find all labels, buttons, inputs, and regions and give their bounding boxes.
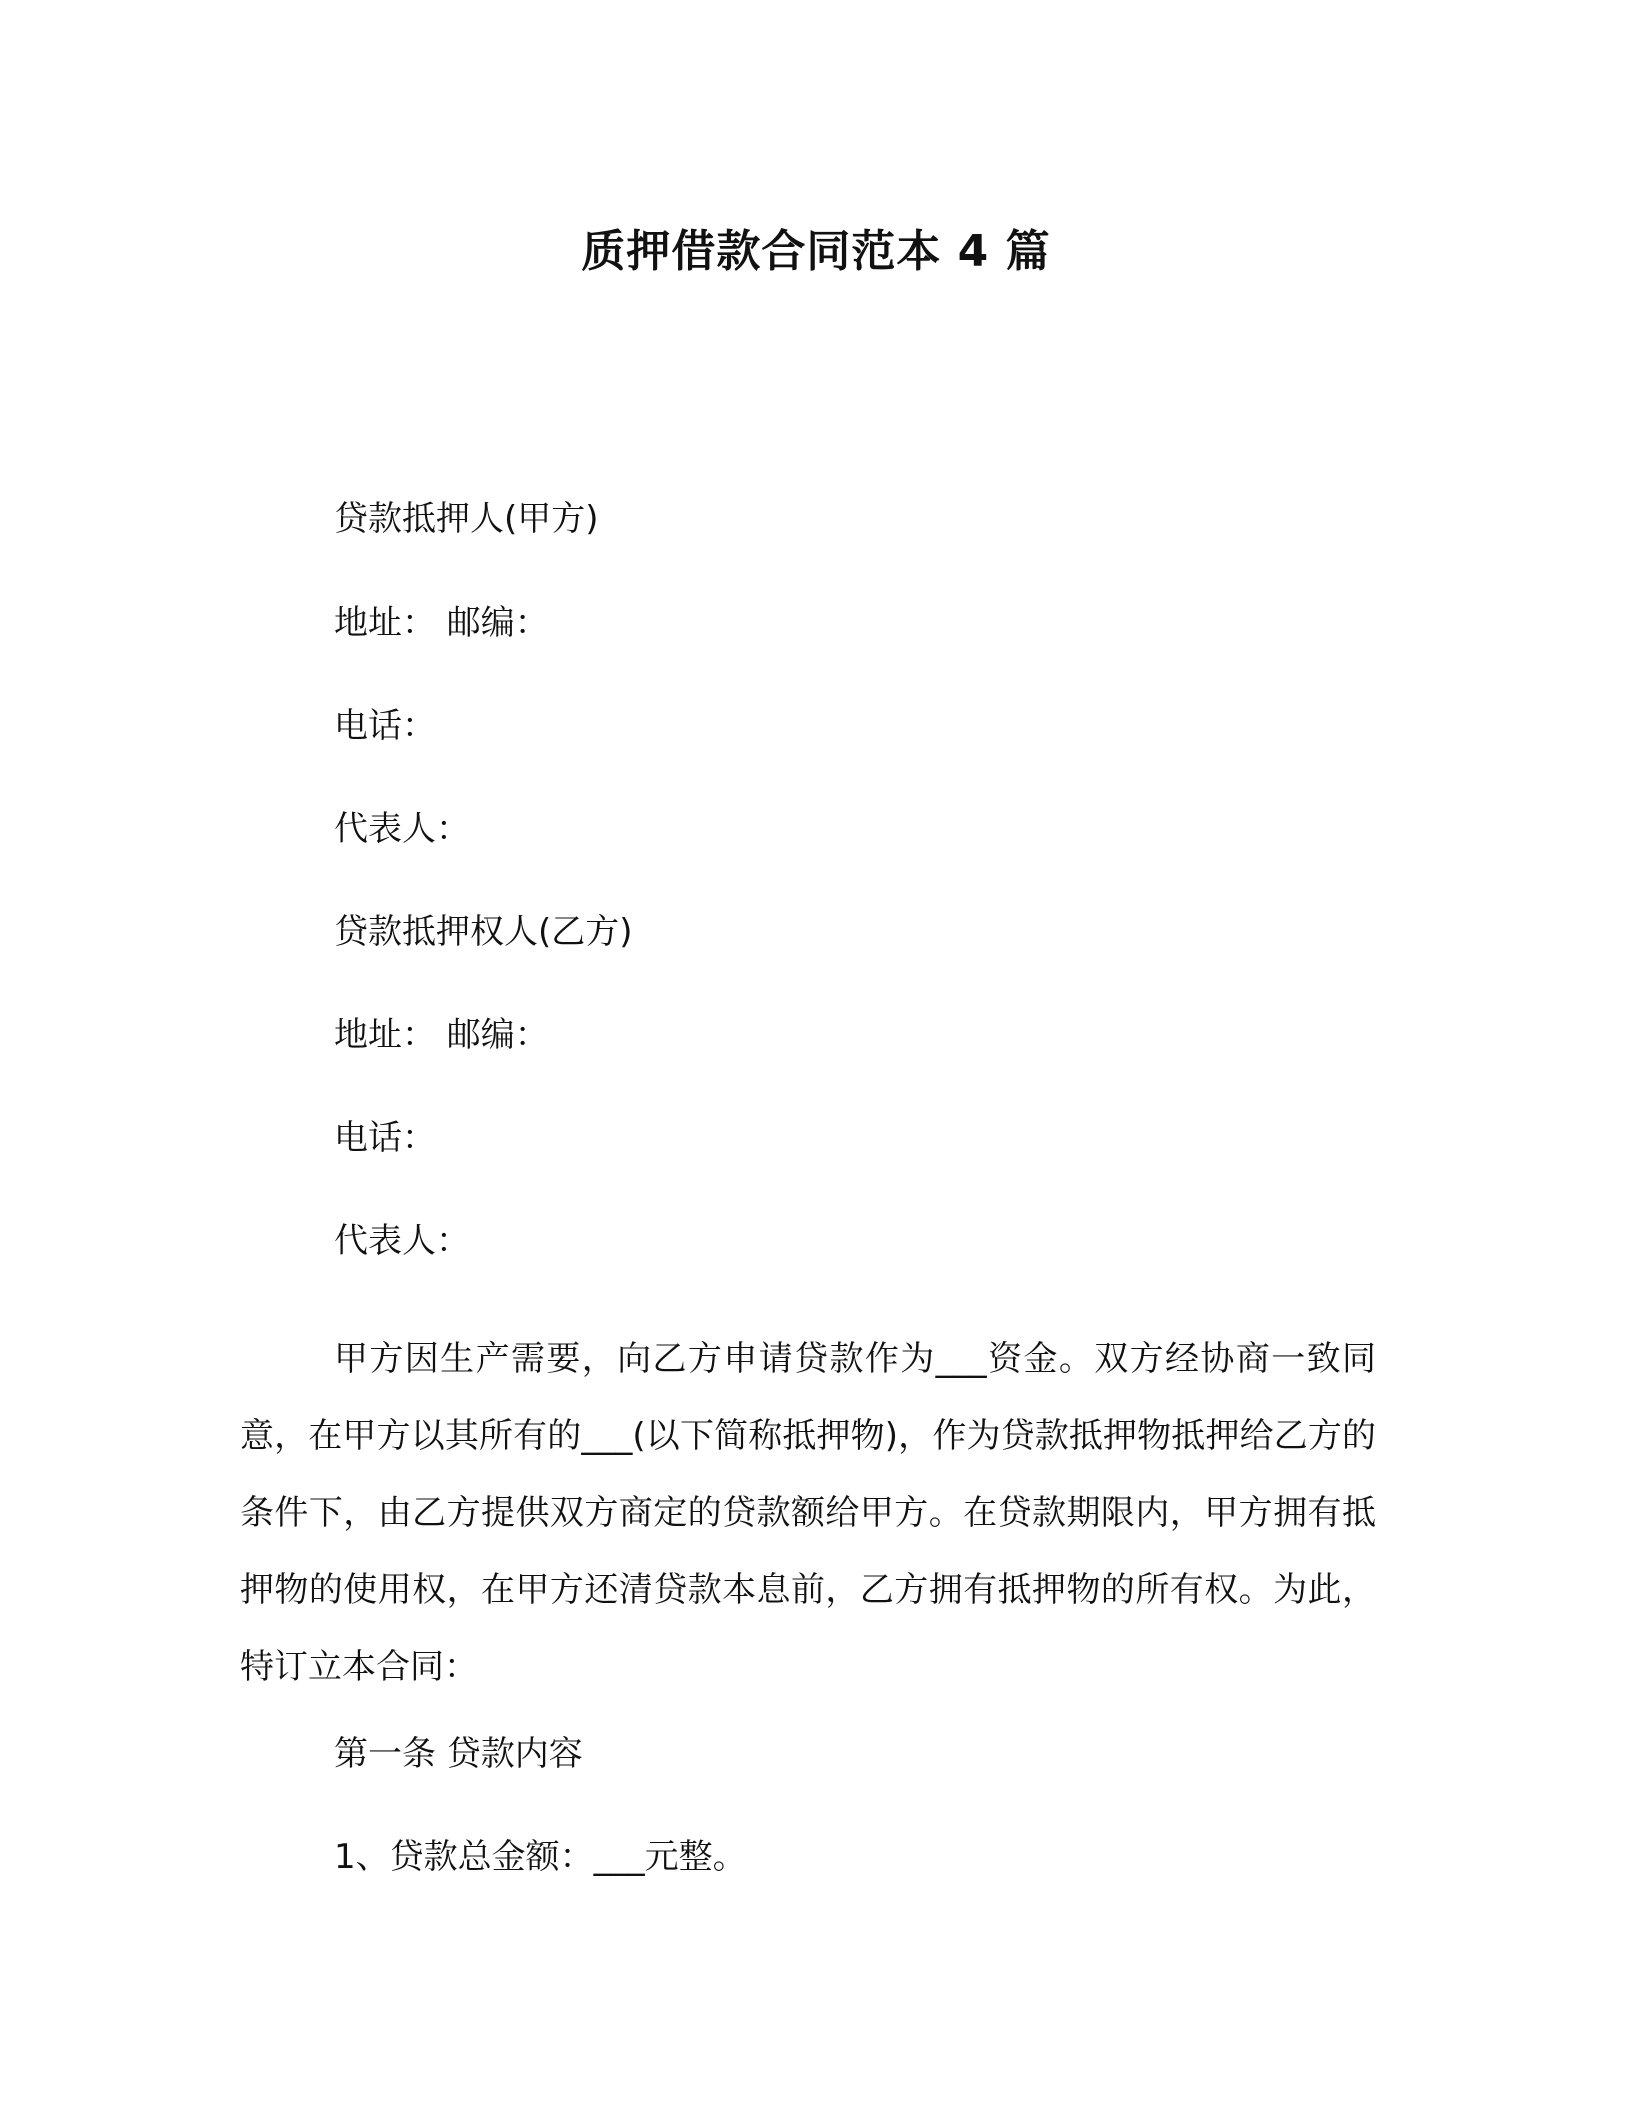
party-b-phone: 电话：: [334, 1118, 436, 1158]
article-1-heading: 第一条 贷款内容: [334, 1734, 583, 1774]
article-1-item-1: 1、贷款总金额：___元整。: [334, 1837, 747, 1877]
party-a-address: 地址： 邮编：: [334, 603, 549, 643]
party-b-heading: 贷款抵押权人(乙方): [334, 912, 633, 952]
party-b-address: 地址： 邮编：: [334, 1015, 549, 1055]
party-a-representative: 代表人：: [334, 809, 470, 849]
preamble-paragraph: 甲方因生产需要，向乙方申请贷款作为___资金。双方经协商一致同意，在甲方以其所有的___(以下简称抵押物)，作为贷款抵押物抵押给乙方的条件下，由乙方提供双方商定的贷款额给甲方。在贷款期限内，甲方拥有抵押物的使用权，在甲方还清贷款本息前，乙方拥有抵押物的所有权。为此，特订立本合同：: [240, 1339, 1376, 1687]
party-b-representative: 代表人：: [334, 1221, 470, 1261]
party-a-heading: 贷款抵押人(甲方): [334, 499, 599, 539]
document-title: 质押借款合同范本 4 篇: [581, 226, 1051, 277]
party-a-phone: 电话：: [334, 706, 436, 746]
